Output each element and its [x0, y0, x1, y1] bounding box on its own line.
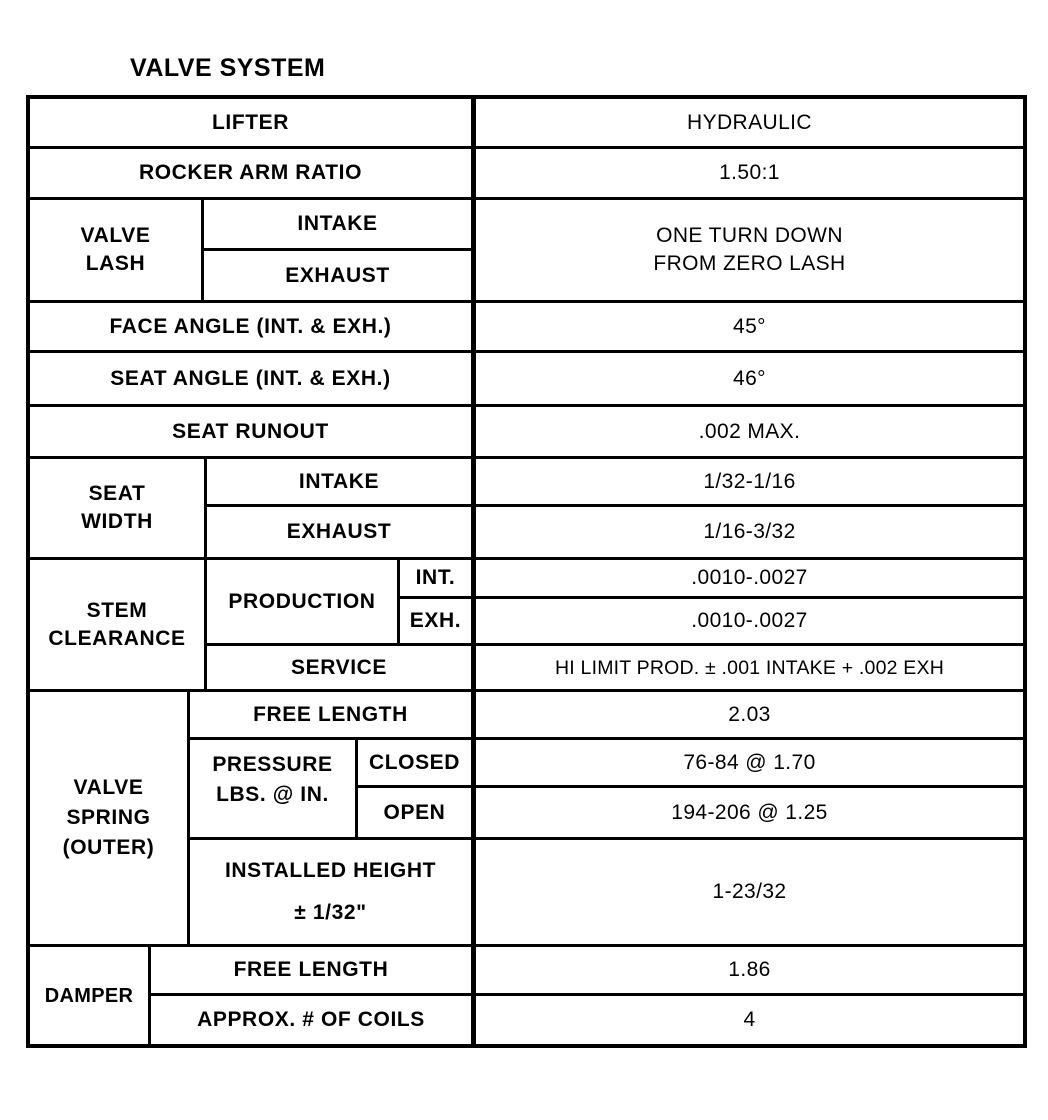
stem-clearance-label: [30, 560, 204, 689]
spring-closed-value: 76-84 @ 1.70: [683, 750, 816, 774]
stem-clearance-label-line2: CLEARANCE: [48, 626, 186, 650]
lifter-label: LIFTER: [211, 110, 290, 134]
face-angle-label: FACE ANGLE (INT. & EXH.): [109, 314, 392, 338]
stem-int-label: INT.: [415, 566, 456, 589]
seat-width-label-line2: WIDTH: [81, 510, 153, 533]
seat-width-exhaust-value: 1/16-3/32: [703, 520, 796, 543]
valve-spring-label-line2: SPRING: [66, 806, 151, 829]
damper-free-length-value: 1.86: [728, 958, 771, 981]
stem-service-value: HI LIMIT PROD. ± .001 INTAKE + .002 EXH: [555, 656, 944, 679]
damper-coils-label: APPROX. # OF COILS: [197, 1008, 425, 1031]
spring-installed-height-line2: ± 1/32": [294, 901, 367, 924]
spring-installed-height-line1: INSTALLED HEIGHT: [224, 859, 437, 882]
seat-angle-value: 46°: [733, 366, 766, 390]
valve-lash-label-line2: LASH: [85, 252, 146, 275]
page-title: VALVE SYSTEM: [130, 54, 326, 82]
table-border-right: [1023, 95, 1027, 1048]
valve-lash-value-line2: FROM ZERO LASH: [653, 252, 846, 275]
damper-label: DAMPER: [44, 984, 134, 1007]
stem-service-label: SERVICE: [290, 655, 387, 679]
damper-free-length-label: FREE LENGTH: [233, 958, 389, 981]
spring-closed-label: CLOSED: [368, 750, 461, 774]
spring-open-value: 194-206 @ 1.25: [671, 800, 828, 824]
seat-width-intake-label: INTAKE: [298, 469, 380, 493]
valve-lash-intake-label: INTAKE: [297, 212, 378, 235]
spring-pressure-label-line1: PRESSURE: [212, 753, 333, 776]
seat-runout-value: .002 MAX.: [698, 419, 801, 443]
rocker-arm-ratio-value: 1.50:1: [719, 161, 780, 184]
seat-width-exhaust-label: EXHAUST: [286, 520, 392, 543]
damper-coils-value: 4: [743, 1008, 756, 1031]
seat-angle-label: SEAT ANGLE (INT. & EXH.): [110, 366, 391, 390]
valve-lash-exhaust-label: EXHAUST: [285, 263, 390, 287]
stem-exh-label: EXH.: [409, 609, 462, 632]
stem-clearance-label-line1: STEM: [86, 598, 148, 622]
stem-int-value: .0010-.0027: [691, 566, 808, 589]
valve-spring-label-line1: VALVE: [73, 776, 144, 799]
rocker-arm-ratio-label: ROCKER ARM RATIO: [138, 161, 363, 184]
spring-pressure-label-line2: LBS. @ IN.: [216, 783, 329, 806]
spring-free-length-value: 2.03: [728, 702, 771, 726]
seat-width-label-line1: SEAT: [88, 482, 146, 505]
valve-lash-value: [476, 200, 1023, 300]
table-border-bottom: [26, 1044, 1027, 1048]
face-angle-value: 45°: [733, 314, 766, 338]
spring-installed-height-value: 1-23/32: [712, 880, 787, 903]
spring-free-length-label: FREE LENGTH: [253, 702, 408, 726]
valve-lash-label-line1: VALVE: [80, 224, 151, 247]
stem-production-label: PRODUCTION: [228, 589, 376, 613]
stem-exh-value: .0010-.0027: [691, 609, 808, 632]
valve-spring-label-line3: (OUTER): [62, 836, 155, 859]
valve-lash-label: [30, 200, 201, 300]
seat-width-intake-value: 1/32-1/16: [703, 469, 796, 493]
spring-installed-height-label: [190, 840, 471, 944]
valve-spring-label: [30, 692, 187, 944]
lifter-value: HYDRAULIC: [687, 110, 812, 134]
spring-open-label: OPEN: [383, 800, 446, 824]
spring-pressure-label: [190, 740, 355, 837]
seat-runout-label: SEAT RUNOUT: [172, 419, 329, 443]
seat-width-label: [30, 459, 204, 557]
valve-lash-value-line1: ONE TURN DOWN: [656, 224, 843, 247]
